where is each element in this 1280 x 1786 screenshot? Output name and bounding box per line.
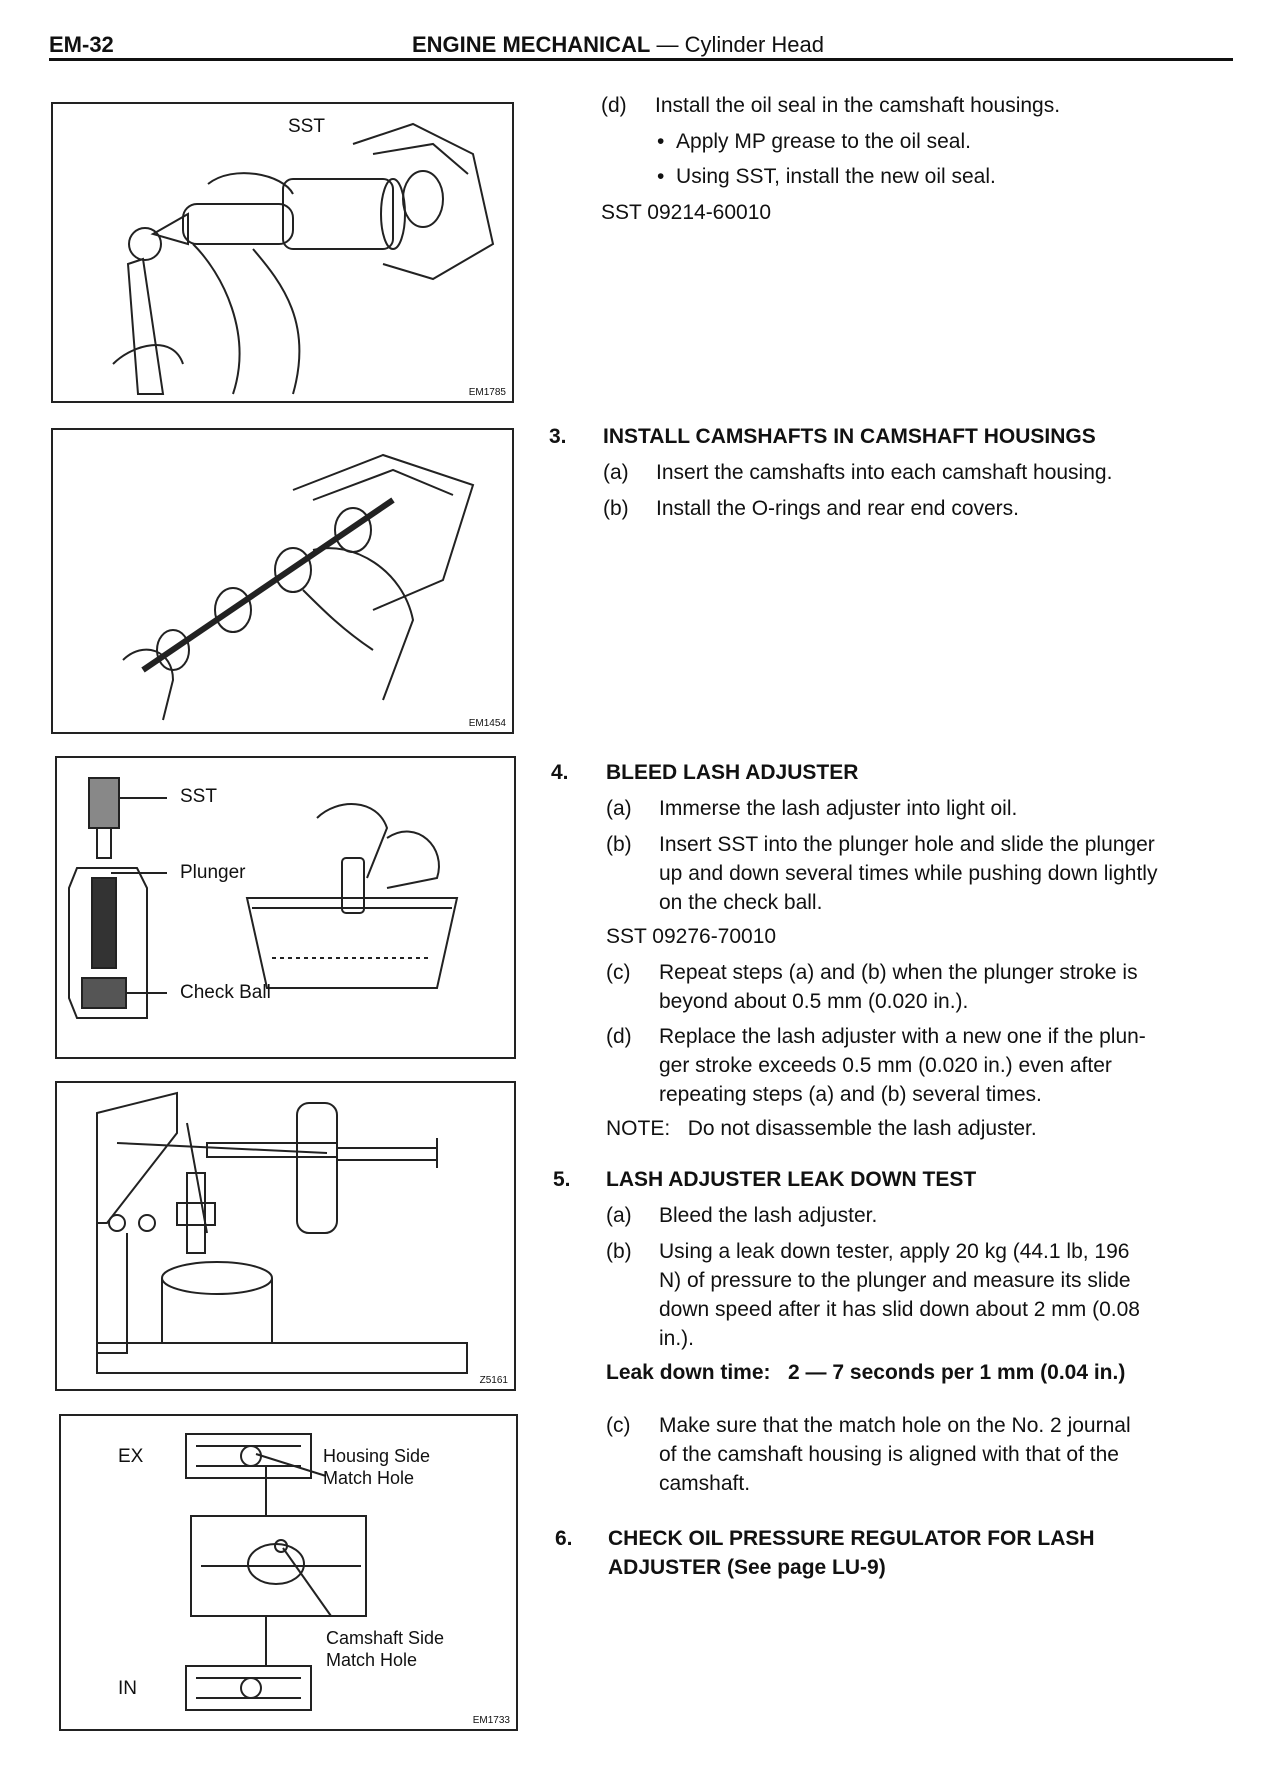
text-5c-line1: Make sure that the match hole on the No. 2 journal bbox=[659, 1414, 1131, 1437]
label-camshaft-side-2: Match Hole bbox=[326, 1650, 418, 1670]
text-4a: Immerse the lash adjuster into light oil. bbox=[659, 797, 1018, 820]
marker-d: (d) bbox=[606, 1025, 632, 1048]
figure-code: EM1785 bbox=[468, 387, 506, 398]
sst-number-d: SST 09214-60010 bbox=[601, 201, 772, 224]
text-5b-line2: N) of pressure to the plunger and measure its slide bbox=[659, 1269, 1131, 1292]
figure-install-camshafts bbox=[51, 428, 514, 734]
text-4b-line3: on the check ball. bbox=[659, 891, 823, 914]
marker-d: (d) bbox=[601, 94, 627, 117]
step-5-number: 5. bbox=[553, 1168, 571, 1191]
label-camshaft-side-1: Camshaft Side bbox=[326, 1628, 445, 1648]
page-title bbox=[412, 32, 824, 58]
label-sst: SST bbox=[180, 786, 217, 807]
figure-code: EM1733 bbox=[472, 1715, 510, 1726]
text-5c-line3: camshaft. bbox=[659, 1472, 751, 1495]
bullet-1: • Apply MP grease to the oil seal. bbox=[657, 130, 971, 153]
figure-leak-down-tester bbox=[55, 1081, 516, 1391]
text-4d-line2: ger stroke exceeds 0.5 mm (0.020 in.) even after bbox=[659, 1054, 1112, 1077]
figure-match-holes bbox=[59, 1414, 518, 1731]
text-5b-line3: down speed after it has slid down about 2 mm (0.08 bbox=[659, 1298, 1140, 1321]
text-5c-line2: of the camshaft housing is aligned with that of the bbox=[659, 1443, 1119, 1466]
header-rule bbox=[49, 58, 1233, 61]
bullet-1-text: Apply MP grease to the oil seal. bbox=[676, 130, 971, 153]
figure-oil-seal bbox=[51, 102, 514, 403]
step-4-title: BLEED LASH ADJUSTER bbox=[606, 761, 859, 784]
marker-a: (a) bbox=[603, 461, 629, 484]
label-sst: SST bbox=[288, 116, 325, 137]
marker-b: (b) bbox=[606, 833, 632, 856]
marker-b: (b) bbox=[603, 497, 629, 520]
step-5-title: LASH ADJUSTER LEAK DOWN TEST bbox=[606, 1168, 977, 1191]
note-text: Do not disassemble the lash adjuster. bbox=[687, 1117, 1037, 1140]
label-check-ball: Check Ball bbox=[180, 982, 271, 1003]
marker-a: (a) bbox=[606, 797, 632, 820]
text-4b-line1: Insert SST into the plunger hole and slide the plunger bbox=[659, 833, 1155, 856]
marker-a: (a) bbox=[606, 1204, 632, 1227]
camshaft-illustration bbox=[53, 430, 512, 732]
text-4c-line2: beyond about 0.5 mm (0.020 in.). bbox=[659, 990, 969, 1013]
text-5b-line4: in.). bbox=[659, 1327, 695, 1350]
page-number: EM-32 bbox=[49, 32, 114, 57]
marker-c: (c) bbox=[606, 961, 631, 984]
text-4d-line1: Replace the lash adjuster with a new one if the plun- bbox=[659, 1025, 1146, 1048]
note-4 bbox=[606, 1114, 1037, 1143]
title-subsection: Cylinder Head bbox=[684, 32, 824, 57]
text-4d-line3: repeating steps (a) and (b) several times. bbox=[659, 1083, 1042, 1106]
step-6-title-line2: ADJUSTER (See page LU-9) bbox=[608, 1556, 886, 1579]
text-5a: Bleed the lash adjuster. bbox=[659, 1204, 878, 1227]
text-d: Install the oil seal in the camshaft housings. bbox=[655, 94, 1061, 117]
marker-b: (b) bbox=[606, 1240, 632, 1263]
title-section: ENGINE MECHANICAL bbox=[412, 32, 651, 57]
title-dash: — bbox=[656, 32, 679, 57]
sst-number-4: SST 09276-70010 bbox=[606, 925, 777, 948]
text-4c-line1: Repeat steps (a) and (b) when the plunger stroke is bbox=[659, 961, 1138, 984]
label-housing-side-1: Housing Side bbox=[323, 1446, 431, 1466]
text-5b-line1: Using a leak down tester, apply 20 kg (44.1 lb, 196 bbox=[659, 1240, 1130, 1263]
label-ex: EX bbox=[118, 1446, 144, 1467]
bullet-2: • Using SST, install the new oil seal. bbox=[657, 165, 996, 188]
label-plunger: Plunger bbox=[180, 862, 246, 883]
step-6-number: 6. bbox=[555, 1527, 573, 1550]
figure-code: Z5161 bbox=[479, 1375, 508, 1386]
figure-code: EM1454 bbox=[468, 718, 506, 729]
text-3a: Insert the camshafts into each camshaft housing. bbox=[656, 461, 1113, 484]
lash-adjuster-illustration bbox=[57, 758, 514, 1057]
leak-down-spec bbox=[606, 1358, 1125, 1387]
marker-c: (c) bbox=[606, 1414, 631, 1437]
label-housing-side-2: Match Hole bbox=[323, 1468, 415, 1488]
oil-seal-illustration bbox=[53, 104, 512, 401]
label-in: IN bbox=[118, 1678, 137, 1699]
figure-bleed-lash-adjuster bbox=[55, 756, 516, 1059]
step-3-title: INSTALL CAMSHAFTS IN CAMSHAFT HOUSINGS bbox=[603, 425, 1096, 448]
leak-down-tester-illustration bbox=[57, 1083, 514, 1389]
step-6-title-line1: CHECK OIL PRESSURE REGULATOR FOR LASH bbox=[608, 1527, 1095, 1550]
text-3b: Install the O-rings and rear end covers. bbox=[656, 497, 1020, 520]
text-4b-line2: up and down several times while pushing down lightly bbox=[659, 862, 1158, 885]
note-label: NOTE: bbox=[606, 1117, 671, 1140]
step-4-number: 4. bbox=[551, 761, 569, 784]
bullet-2-text: Using SST, install the new oil seal. bbox=[676, 165, 996, 188]
spec-label: Leak down time: bbox=[606, 1361, 771, 1384]
step-3-number: 3. bbox=[549, 425, 567, 448]
spec-value: 2 — 7 seconds per 1 mm (0.04 in.) bbox=[788, 1361, 1126, 1384]
